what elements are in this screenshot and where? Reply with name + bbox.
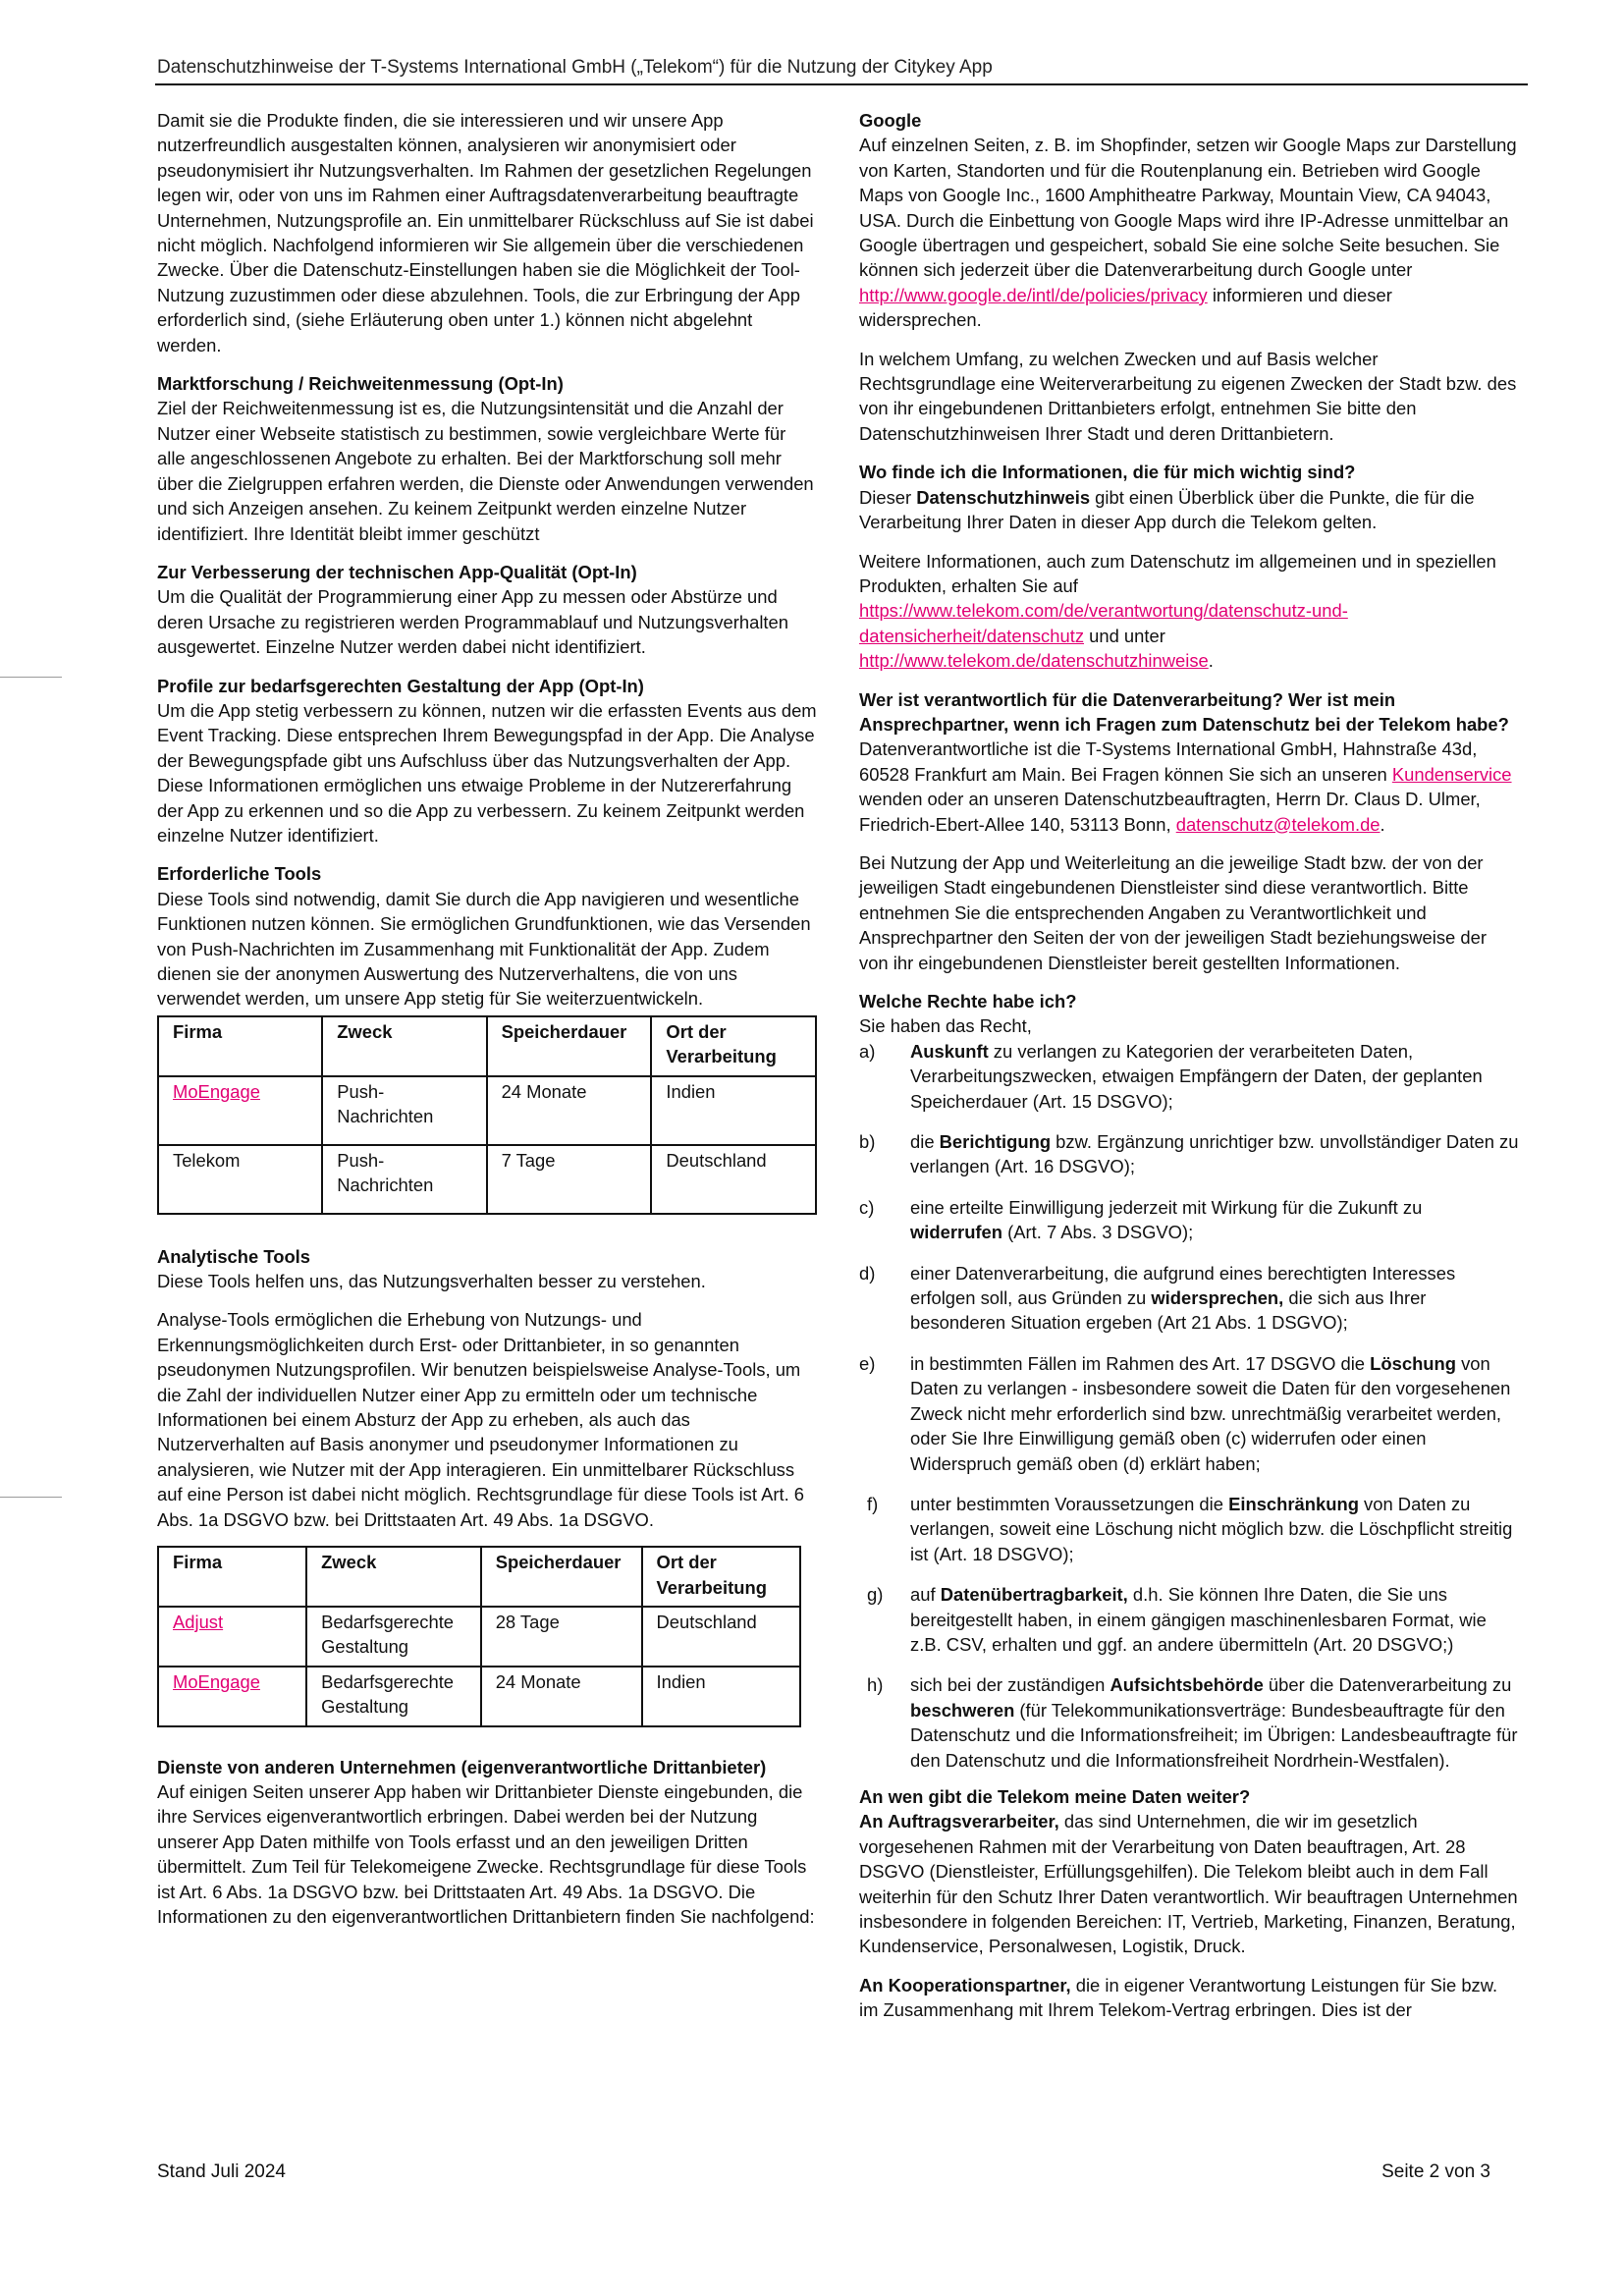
third-party-text: Auf einigen Seiten unserer App haben wir Drittanbieter Dienste eingebunden, die ihre Services eigenverantwortlich erbringen. Dabei werden bei der Nutzung unserer App Daten mithilfe von Tools erfasst und an den jeweiligen Dritten übermittelt. Zum Teil für Telekomeigene Zwecke. Rechtsgrundlage für diese Tools ist Art. 6 Abs. 1a DSGVO bzw. bei Drittstaaten Art. 49 Abs. 1a DSGVO. Die Informationen zu den eigenverantwortlichen Drittanbietern finden Sie nachfolgend: [157,1780,815,1927]
table-cell: Deutschland [651,1145,816,1214]
required-tools-section [157,861,817,1011]
rights-item-letter: b) [859,1131,876,1153]
table-cell: Indien [651,1076,816,1145]
adjust-link[interactable]: Adjust [173,1611,224,1632]
table-cell: 7 Tage [487,1145,652,1214]
header-divider [155,83,1528,85]
third-party-section [157,1755,817,1930]
rights-item-h [859,1672,1519,1773]
rights-item-f [859,1492,1519,1566]
share-partners-text: die in eigener Verantwortung Leistungen für Sie bzw. im Zusammenhang mit Ihrem Telekom-Vertrag erbringen. Dies ist der [859,1974,1498,2021]
google-text: Auf einzelnen Seiten, z. B. im Shopfinder, setzen wir Google Maps zur Darstellung von Karten, Standorten und für die Routenplanung ein. Betrieben wird Google Maps von Google Inc., 1600 Amphitheatre Parkway, Mountain View, CA 94043, USA. Durch die Einbettung von Google Maps wird ihre IP-Adresse unmittelbar an Google übertragen und gespeichert, sobald Sie eine solche Seite besuchen. Sie können sich jederzeit über die Datenverarbeitung durch Google unter [859,135,1517,281]
rights-item-letter: h) [867,1674,884,1696]
google-text-after: informieren und dieser widersprechen. [859,284,1392,331]
responsible-heading: Wer ist verantwortlich für die Datenverarbeitung? Wer ist mein Ansprechpartner, wenn ich Fragen zum Datenschutz bei der Telekom habe? [859,688,1509,735]
table-row [158,1145,816,1214]
analytics-text-2: Analyse-Tools ermöglichen die Erhebung von Nutzungs- und Erkennungsmöglichkeiten durch Erst- oder Drittanbieter, in so genannten pseudonymen Nutzungsprofilen. Wir benutzen beispielsweise Analyse-Tools, um die Zahl der individuellen Nutzer einer App zu ermitteln oder um technische Informationen bei einem Absturz der App zu erheben, als auch das Nutzerverhalten auf Basis anonymer und pseudonymer Informationen zu analysieren, wie Nutzer mit der App interagieren. Ein unmittelbarer Rückschluss auf eine Person ist dabei nicht möglich. Rechtsgrundlage für diese Tools ist Art. 6 Abs. 1a DSGVO bzw. bei Drittstaaten Art. 49 Abs. 1a DSGVO. [157,1309,805,1530]
profiles-text: Um die App stetig verbessern zu können, nutzen wir die erfassten Events aus dem Event Tracking. Diese entsprechen Ihrem Bewegungspfad in der App. Die Analyse der Bewegungspfade gibt uns Aufschluss über das Nutzungsverhalten der App. Diese Informationen ermöglichen uns etwaige Probleme in der Nutzererfahrung der App zu erkennen und so die App zu verbessern. Zu keinem Zeitpunkt werden einzelne Nutzer identifiziert. [157,699,817,846]
column-header-zweck: Zweck [306,1547,481,1607]
rights-item-a [859,1039,1519,1114]
column-header-speicherdauer: Speicherdauer [481,1547,642,1607]
table-row [158,1667,800,1726]
rights-item-e [859,1351,1519,1476]
share-partners-paragraph [859,1973,1519,2023]
left-column [157,108,817,1942]
table-cell: 28 Tage [481,1607,642,1667]
table-cell: Bedarfsgerechte Gestaltung [306,1607,481,1667]
required-tools-table [157,1015,817,1215]
column-header-firma: Firma [158,1547,306,1607]
share-processors-text: das sind Unternehmen, die wir im gesetzlich vorgesehenen Rahmen mit der Verarbeitung von Daten beauftragen, Art. 28 DSGVO (Dienstleister, Erfüllungsgehilfen). Die Telekom bleibt auch in dem Fall weiterhin für den Schutz Ihrer Daten verantwortlich. Wir beauftragen Unternehmen insbesondere in folgenden Bereichen: IT, Vertrieb, Marketing, Finanzen, Beratung, Kundenservice, Personalwesen, Logistik, Druck. [859,1811,1518,1957]
app-quality-text: Um die Qualität der Programmierung einer App zu messen oder Abstürze und deren Ursache zu registrieren werden Programmablauf und Nutzungsverhalten ausgewertet. Einzelne Nutzer werden dabei nicht identifiziert. [157,586,788,658]
rights-item-g [859,1582,1519,1657]
where-section [859,460,1519,534]
rights-item-text: auf Datenübertragbarkeit, d.h. Sie können Ihre Daten, die Sie uns bereitgestellt haben, in einem gängigen maschinenlesbaren Format, wie z.B. CSV, erhalten und ggf. an andere übermitteln (Art. 20 DSGVO;) [910,1584,1487,1655]
responsible-mid: wenden oder an unseren Datenschutzbeauftragten, Herrn Dr. Claus D. Ulmer, Friedrich-Ebert-Allee 140, 53113 Bonn, [859,789,1481,835]
more-info-paragraph [859,549,1519,674]
market-research-text: Ziel der Reichweitenmessung ist es, die Nutzungsintensität und die Anzahl der Nutzer einer Webseite statistisch zu bestimmen, sowie vergleichbare Werte für alle angeschlossenen Angebote zu erhalten. Bei der Marktforschung soll mehr über die Zielgruppen erfahren werden, die Dienste oder Anwendungen verwenden und sich Anzeigen ansehen. Zu keinem Zeitpunkt werden einzelne Nutzer identifiziert. Ihre Identität bleibt immer geschützt [157,398,814,544]
rights-item-text: in bestimmten Fällen im Rahmen des Art. 17 DSGVO die Löschung von Daten zu verlangen - insbesondere soweit die Daten für den vorgesehenen Zweck nicht mehr erforderlich sind bzw. unrechtmäßig verarbeitet werden, oder Sie Ihre Einwilligung gemäß oben (c) widerrufen oder einen Widerspruch gemäß oben (d) erklärt haben; [910,1352,1511,1474]
table-cell: Bedarfsgerechte Gestaltung [306,1667,481,1726]
rights-item-letter: d) [859,1262,876,1284]
table-cell: Indien [642,1667,800,1726]
page-header-title: Datenschutzhinweise der T-Systems International GmbH („Telekom“) für die Nutzung der Citykey App [157,57,993,78]
rights-item-b [859,1129,1519,1179]
share-section [859,1784,1519,1959]
table-header-row [158,1016,816,1076]
profiles-heading: Profile zur bedarfsgerechten Gestaltung der App (Opt-In) [157,675,644,696]
table-cell: 24 Monate [481,1667,642,1726]
market-research-heading: Marktforschung / Reichweitenmessung (Opt-In) [157,373,564,395]
where-text-bold: Datenschutzhinweis [916,486,1091,508]
responsible-end: . [1380,813,1385,835]
rights-item-d [859,1261,1519,1336]
required-tools-heading: Erforderliche Tools [157,863,322,885]
share-partners-bold: An Kooperationspartner, [859,1974,1071,1995]
analytics-section [157,1244,817,1294]
required-tools-text: Diese Tools sind notwendig, damit Sie durch die App navigieren und wesentliche Funktionen nutzen können. Sie ermöglichen Grundfunktionen, wie das Versenden von Push-Nachrichten im Zusammenhang mit Funktionalität der App. Zudem dienen sie der anonymen Auswertung des Nutzerverhaltens, die von uns verwendet werden, um unsere App stetig für Sie weiterzuentwickeln. [157,888,811,1010]
table-cell [158,1667,306,1726]
footer-date: Stand Juli 2024 [157,2161,286,2182]
rights-section [859,989,1519,1773]
column-header-ort: Ort der Verarbeitung [642,1547,800,1607]
rights-item-text: einer Datenverarbeitung, die aufgrund eines berechtigten Interesses erfolgen soll, aus Gründen zu widersprechen, die sich aus Ihrer besonderen Situation ergeben (Art 21 Abs. 1 DSGVO); [910,1262,1456,1334]
share-heading: An wen gibt die Telekom meine Daten weiter? [859,1785,1251,1807]
table-row [158,1607,800,1667]
google-heading: Google [859,110,922,131]
google-privacy-link[interactable]: http://www.google.de/intl/de/policies/privacy [859,284,1208,305]
rights-item-c [859,1195,1519,1245]
analytics-tools-table [157,1546,801,1726]
where-text-pre: Dieser [859,486,917,508]
rights-heading: Welche Rechte habe ich? [859,991,1077,1011]
table-row [158,1076,816,1145]
right-column [859,108,1519,2037]
moengage-link[interactable]: MoEngage [173,1670,260,1692]
rights-item-text: Auskunft zu verlangen zu Kategorien der verarbeiteten Daten, Verarbeitungszwecken, etwaigen Empfängern der Daten, der geplanten Speicherdauer (Art. 15 DSGVO); [910,1040,1483,1112]
third-party-heading: Dienste von anderen Unternehmen (eigenverantwortliche Drittanbieter) [157,1756,767,1777]
telekom-datenschutz-link[interactable]: https://www.telekom.com/de/verantwortung/datenschutz-und-datensicherheit/datenschutz [859,600,1348,646]
rights-item-letter: c) [859,1196,875,1218]
table-cell: Push-Nachrichten [322,1076,486,1145]
rights-item-text: unter bestimmten Voraussetzungen die Einschränkung von Daten zu verlangen, soweit eine Löschung nicht möglich bzw. die Löschpflicht streitig ist (Art. 18 DSGVO); [910,1493,1513,1564]
share-processors-bold: An Auftragsverarbeiter, [859,1811,1059,1832]
responsible-section [859,687,1519,837]
datenschutz-email-link[interactable]: datenschutz@telekom.de [1175,813,1380,835]
table-cell: 24 Monate [487,1076,652,1145]
rights-item-text: eine erteilte Einwilligung jederzeit mit Wirkung für die Zukunft zu widerrufen (Art. 7 Abs. 3 DSGVO); [910,1196,1423,1243]
app-quality-section [157,560,817,660]
analytics-heading: Analytische Tools [157,1245,311,1267]
processing-extent-paragraph: In welchem Umfang, zu welchen Zwecken und auf Basis welcher Rechtsgrundlage eine Weiterverarbeitung zu eigenen Zwecken der Stadt bzw. des von ihr eingebundenen Drittanbieters erfolgt, entnehmen Sie bitte den Datenschutzhinweisen Ihrer Stadt und deren Drittanbietern. [859,348,1517,444]
rights-item-letter: e) [859,1352,876,1374]
more-info-end: . [1208,650,1214,672]
rights-item-letter: f) [867,1493,879,1514]
table-cell: Push-Nachrichten [322,1145,486,1214]
more-info-text: Weitere Informationen, auch zum Datenschutz im allgemeinen und in speziellen Produkten, erhalten Sie auf [859,550,1496,596]
footer-page-number: Seite 2 von 3 [1381,2161,1490,2182]
city-responsibility-paragraph: Bei Nutzung der App und Weiterleitung an die jeweilige Stadt bzw. der von der jeweiligen Stadt eingebundenen Dienstleister sind diese verantwortlich. Bitte entnehmen Sie die entsprechenden Angaben zu Verantwortlichkeit und Ansprechpartner den Seiten der von der jeweiligen Stadt beziehungsweise der von ihr eingebundenen Dienstleister bereit gestellten Informationen. [859,851,1487,973]
table-cell [158,1607,306,1667]
app-quality-heading: Zur Verbesserung der technischen App-Qualität (Opt-In) [157,561,637,582]
market-research-section [157,371,817,546]
rights-intro: Sie haben das Recht, [859,1015,1032,1037]
table-cell: Deutschland [642,1607,800,1667]
rights-item-letter: g) [867,1584,884,1606]
column-header-firma: Firma [158,1016,322,1076]
fold-mark [0,677,62,678]
moengage-link[interactable]: MoEngage [173,1080,260,1102]
table-header-row [158,1547,800,1607]
responsible-text: Datenverantwortliche ist die T-Systems International GmbH, Hahnstraße 43d, 60528 Frankfurt am Main. Bei Fragen können Sie sich an unseren [859,738,1478,785]
kundenservice-link[interactable]: Kundenservice [1391,763,1512,785]
table-cell [158,1076,322,1145]
more-info-mid: und unter [1084,625,1165,646]
table-cell: Telekom [158,1145,322,1214]
rights-item-text: die Berichtigung bzw. Ergänzung unrichtiger bzw. unvollständiger Daten zu verlangen (Art. 16 DSGVO); [910,1131,1519,1177]
where-text-post: gibt einen Überblick über die Punkte, die für die Verarbeitung Ihrer Daten in dieser App durch die Telekom gelten. [859,486,1475,533]
google-section [859,108,1519,333]
profiles-section [157,674,817,848]
rights-item-letter: a) [859,1040,876,1062]
column-header-speicherdauer: Speicherdauer [487,1016,652,1076]
where-heading: Wo finde ich die Informationen, die für mich wichtig sind? [859,462,1356,483]
hole-punch-mark [0,1497,62,1498]
column-header-zweck: Zweck [322,1016,486,1076]
telekom-datenschutzhinweise-link[interactable]: http://www.telekom.de/datenschutzhinweise [859,650,1209,672]
column-header-ort: Ort der Verarbeitung [651,1016,816,1076]
analytics-text-1: Diese Tools helfen uns, das Nutzungsverhalten besser zu verstehen. [157,1271,706,1292]
rights-item-text: sich bei der zuständigen Aufsichtsbehörde über die Datenverarbeitung zu beschweren (für Telekommunikationsverträge: Bundesbeauftragte für den Datenschutz und die Informationsfreiheit; im Übrigen: Landesbeauftragte für den Datenschutz und die Informationsfreiheit Nordrhein-Westfalen). [910,1674,1518,1771]
intro-paragraph: Damit sie die Produkte finden, die sie interessieren und wir unsere App nutzerfreundlich ausgestalten können, analysieren wir anonymisiert oder pseudonymisiert ihr Nutzungsverhalten. Im Rahmen der gesetzlichen Regelungen legen wir, oder von uns im Rahmen einer Auftragsdatenverarbeitung beauftragte Unternehmen, Nutzungsprofile an. Ein unmittelbarer Rückschluss auf Sie ist dabei nicht möglich. Nachfolgend informieren wir Sie allgemein über die verschiedenen Zwecke. Über die Datenschutz-Einstellungen haben sie die Möglichkeit der Tool-Nutzung zuzustimmen oder diese abzulehnen. Tools, die zur Erbringung der App erforderlich sind, (siehe Erläuterung oben unter 1.) können nicht abgelehnt werden. [157,110,814,355]
